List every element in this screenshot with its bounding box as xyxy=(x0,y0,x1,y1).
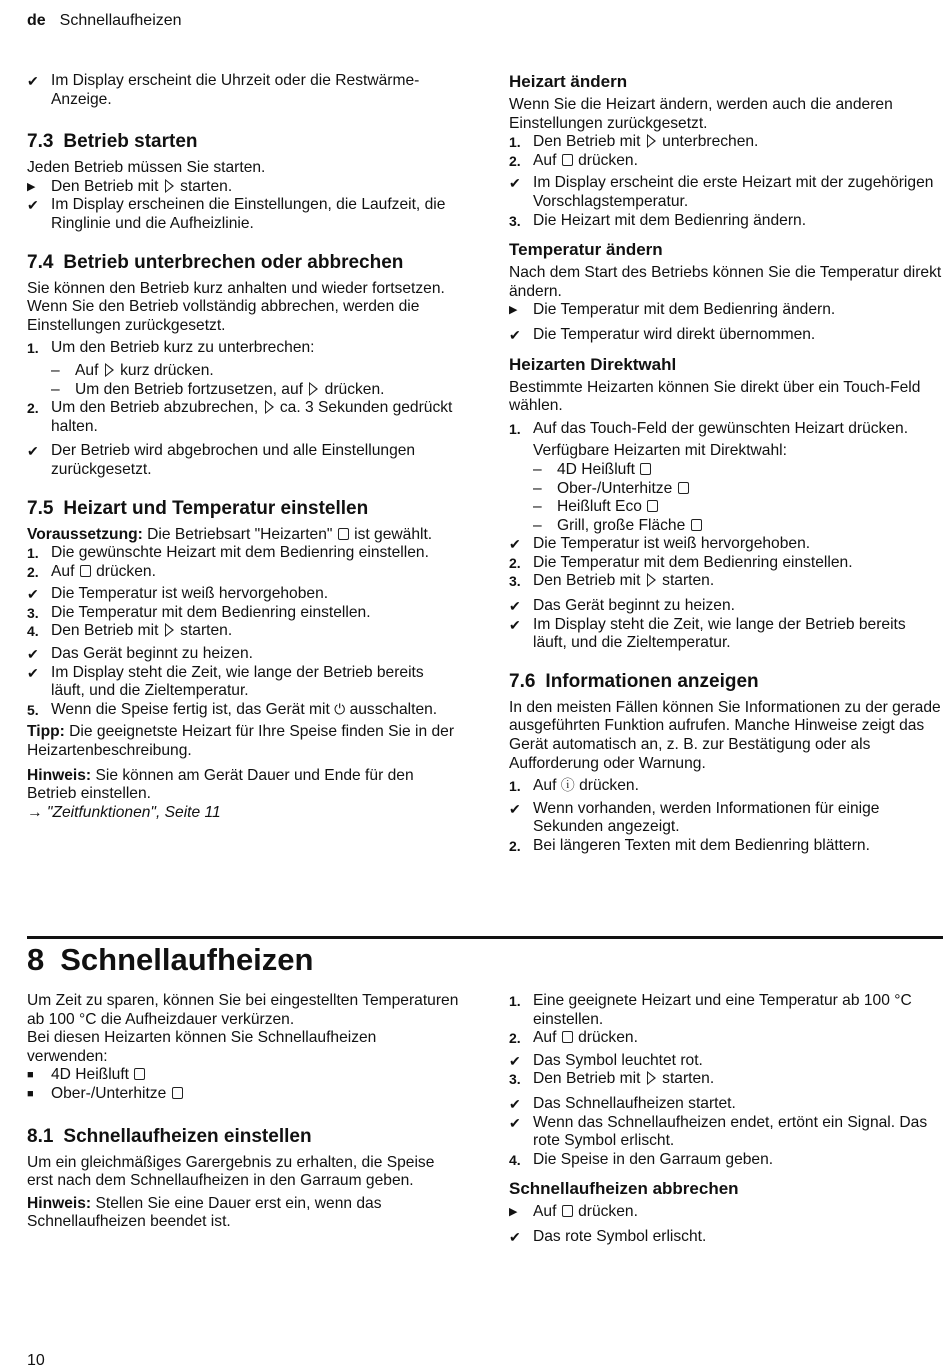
action-step: ▶ Den Betrieb mit starten. xyxy=(27,177,233,195)
info-icon: ⓘ xyxy=(560,777,575,794)
bullet-item: ■ Ober-/Unterhitze xyxy=(27,1085,461,1104)
header-title: Schnellaufheizen xyxy=(59,12,182,29)
dash-item: – Grill, große Fläche xyxy=(509,517,943,536)
result-item: ✔ Im Display steht die Zeit, wie lange der Betrieb bereits läuft, und die Zieltemperatur. xyxy=(27,663,424,700)
heizarten-icon xyxy=(338,528,349,540)
heizarten-icon xyxy=(562,154,573,166)
subsection-intro: Nach dem Start des Betriebs können Sie die Temperatur direkt ändern. xyxy=(509,264,942,300)
check-icon: ✔ xyxy=(509,326,521,343)
numbered-step: 2. Die Temperatur mit dem Bedienring einstellen. xyxy=(509,553,853,571)
result-item: ✔ Das Gerät beginnt zu heizen. xyxy=(509,597,735,615)
tip: Tipp: Die geeignetste Heizart für Ihre Speise finden Sie in der Heizartenbeschreibung. xyxy=(27,723,455,760)
check-icon: ✔ xyxy=(509,1052,521,1069)
section-heading-7-4: 7.4 Betrieb unterbrechen oder abbrechen xyxy=(27,251,404,273)
section-intro: Sie können den Betrieb kurz anhalten und wieder fortsetzen. Wenn Sie den Betrieb vollständig abbrechen, werden die Einstellungen zurückgesetzt. xyxy=(27,279,445,334)
prerequisite: Voraussetzung: Die Betriebsart "Heizarten" ist gewählt. xyxy=(27,525,433,543)
result-item: ✔ Im Display steht die Zeit, wie lange der Betrieb bereits läuft, und die Zieltemperatur. xyxy=(509,615,906,652)
numbered-step: 3. Die Temperatur mit dem Bedienring einstellen. xyxy=(27,603,371,621)
result-item: ✔ Das Schnellaufheizen startet. xyxy=(509,1094,736,1112)
check-icon: ✔ xyxy=(509,616,521,633)
start-icon xyxy=(105,363,114,377)
section-intro: Um ein gleichmäßiges Garergebnis zu erhalten, die Speise erst nach dem Schnellaufheizen in den Garraum geben. xyxy=(27,1153,435,1190)
dash-item: – Heißluft Eco xyxy=(509,498,943,517)
numbered-step: 2. Auf drücken. xyxy=(509,151,638,169)
result-item: ✔ Im Display erscheinen die Einstellungen, die Laufzeit, die Ringlinie und die Aufheizlinie. xyxy=(27,196,446,232)
subheading-heizart: Heizart ändern xyxy=(509,72,628,91)
subsection-intro: Bestimmte Heizarten können Sie direkt über ein Touch-Feld wählen. xyxy=(509,378,921,415)
dash-item: – Auf kurz drücken. xyxy=(51,361,214,379)
check-icon: ✔ xyxy=(509,175,521,192)
chapter-intro-2: Bei diesen Heizarten können Sie Schnellaufheizen verwenden: xyxy=(27,1029,377,1065)
section-heading-7-3: 7.3 Betrieb starten xyxy=(27,131,198,153)
chapter-divider xyxy=(27,936,943,939)
start-icon xyxy=(647,1071,656,1085)
numbered-step: 3. Den Betrieb mit starten. xyxy=(509,1070,715,1088)
start-icon xyxy=(165,179,174,193)
check-icon: ✔ xyxy=(509,800,521,817)
result-item: ✔ Die Temperatur ist weiß hervorgehoben. xyxy=(27,585,329,603)
check-icon: ✔ xyxy=(509,1228,521,1245)
chapter-heading: 8 Schnellaufheizen xyxy=(27,942,314,977)
numbered-step: 1. Auf ⓘ drücken. xyxy=(509,777,639,795)
dash-item: – 4D Heißluft xyxy=(509,461,943,480)
grill-icon xyxy=(691,519,702,531)
chapter8-left-column xyxy=(27,992,461,1232)
result-item: ✔ Wenn vorhanden, werden Informationen für einige Sekunden angezeigt. xyxy=(509,799,880,836)
page-number: 10 xyxy=(27,1352,45,1369)
available-modes-label: Verfügbare Heizarten mit Direktwahl: xyxy=(533,442,787,460)
arrow-icon: ▶ xyxy=(509,304,518,317)
check-icon: ✔ xyxy=(27,73,39,89)
left-column xyxy=(27,72,461,822)
check-icon: ✔ xyxy=(509,598,521,615)
right-column xyxy=(509,72,943,856)
check-icon: ✔ xyxy=(27,443,39,460)
action-step: ▶ Auf drücken. xyxy=(509,1203,638,1221)
numbered-step: 2. Bei längeren Texten mit dem Bedienring blättern. xyxy=(509,837,870,854)
numbered-step: 4. Die Speise in den Garraum geben. xyxy=(509,1150,774,1168)
numbered-step: 1. Den Betrieb mit unterbrechen. xyxy=(509,133,759,151)
dash-item: – Um den Betrieb fortzusetzen, auf drücken. xyxy=(51,380,385,398)
chapter8-right-column xyxy=(509,992,943,1247)
temperature-icon xyxy=(80,565,91,577)
result-item: ✔ Im Display erscheint die erste Heizart mit der zugehörigen Vorschlagstemperatur. xyxy=(509,174,934,210)
note: Hinweis: Stellen Sie eine Dauer erst ein, wenn das Schnellaufheizen beendet ist. xyxy=(27,1194,382,1231)
cross-reference[interactable]: → "Zeitfunktionen", Seite 11 xyxy=(27,803,221,821)
subsection-intro: Wenn Sie die Heizart ändern, werden auch die anderen Einstellungen zurückgesetzt. xyxy=(509,96,893,132)
note: Hinweis: Sie können am Gerät Dauer und Ende für den Betrieb einstellen. xyxy=(27,766,414,803)
start-icon xyxy=(165,623,174,637)
result-item: ✔ Das rote Symbol erlischt. xyxy=(509,1227,707,1245)
result-item: ✔ Die Temperatur ist weiß hervorgehoben. xyxy=(509,535,811,553)
top-bottom-heat-icon xyxy=(172,1087,183,1099)
numbered-step: 1. Eine geeignete Heizart und eine Temperatur ab 100 °C einstellen. xyxy=(509,992,912,1028)
start-icon xyxy=(265,400,274,414)
language-code: de xyxy=(27,12,46,29)
numbered-step: 2. Auf drücken. xyxy=(27,562,156,580)
result-item: ✔ Das Gerät beginnt zu heizen. xyxy=(27,645,253,663)
numbered-step: 4. Den Betrieb mit starten. xyxy=(27,622,233,640)
result-item: ✔ Im Display erscheint die Uhrzeit oder die Restwärme-Anzeige. xyxy=(27,72,420,108)
numbered-step: 1. Die gewünschte Heizart mit dem Bedienring einstellen. xyxy=(27,544,429,562)
start-icon xyxy=(647,573,656,587)
start-icon xyxy=(309,382,318,396)
start-icon xyxy=(647,134,656,148)
top-bottom-heat-icon xyxy=(678,482,689,494)
numbered-step: 1. Auf das Touch-Feld der gewünschten Heizart drücken. xyxy=(509,419,909,437)
check-icon: ✔ xyxy=(27,197,39,214)
fast-preheat-icon xyxy=(562,1031,573,1043)
chapter-intro: Um Zeit zu sparen, können Sie bei eingestellten Temperaturen ab 100 °C die Aufheizdauer verkürzen. xyxy=(27,992,459,1028)
4d-hot-air-icon xyxy=(640,463,651,475)
subheading-abbrechen: Schnellaufheizen abbrechen xyxy=(509,1179,739,1199)
action-step: ▶ Die Temperatur mit dem Bedienring ändern. xyxy=(509,301,836,319)
4d-hot-air-icon xyxy=(134,1068,145,1080)
result-item: ✔ Wenn das Schnellaufheizen endet, ertönt ein Signal. Das rote Symbol erlischt. xyxy=(509,1113,928,1150)
subheading-temperatur: Temperatur ändern xyxy=(509,240,663,260)
dash-item: – Ober-/Unterhitze xyxy=(509,480,943,499)
hot-air-eco-icon xyxy=(647,500,658,512)
running-header xyxy=(27,12,182,30)
numbered-step: 2. Um den Betrieb abzubrechen, ca. 3 Sekunden gedrückt halten. xyxy=(27,399,453,435)
result-item: ✔ Der Betrieb wird abgebrochen und alle Einstellungen zurückgesetzt. xyxy=(27,442,416,478)
check-icon: ✔ xyxy=(509,1095,521,1112)
power-icon: ⏻ xyxy=(334,700,346,717)
section-intro: In den meisten Fällen können Sie Informationen zu der gerade ausgeführten Funktion aufrufen. Manche Hinweise zeigt das Gerät automatisch an, z. B. zur Bestätigung oder als Aufforderung oder Warnung. xyxy=(509,698,941,772)
numbered-step: 3. Die Heizart mit dem Bedienring ändern. xyxy=(509,211,807,229)
fast-preheat-icon xyxy=(562,1205,573,1217)
arrow-icon: ▶ xyxy=(509,1206,518,1219)
numbered-step: 1. Um den Betrieb kurz zu unterbrechen: xyxy=(27,339,315,357)
section-heading-7-6: 7.6 Informationen anzeigen xyxy=(509,670,759,692)
numbered-step: 5. Wenn die Speise fertig ist, das Gerät mit ⏻ ausschalten. xyxy=(27,700,438,718)
section-intro: Jeden Betrieb müssen Sie starten. xyxy=(27,159,266,177)
result-item: ✔ Die Temperatur wird direkt übernommen. xyxy=(509,325,816,343)
arrow-icon: ▶ xyxy=(27,180,36,193)
check-icon: ✔ xyxy=(27,664,39,681)
numbered-step: 2. Auf drücken. xyxy=(509,1029,638,1047)
result-item: ✔ Das Symbol leuchtet rot. xyxy=(509,1051,703,1069)
check-icon: ✔ xyxy=(509,536,521,553)
check-icon: ✔ xyxy=(509,1114,521,1131)
numbered-step: 3. Den Betrieb mit starten. xyxy=(509,572,715,590)
bullet-item: ■ 4D Heißluft xyxy=(27,1066,461,1085)
section-heading-8-1: 8.1 Schnellaufheizen einstellen xyxy=(27,1125,312,1147)
check-icon: ✔ xyxy=(27,586,39,603)
subheading-direktwahl: Heizarten Direktwahl xyxy=(509,354,677,374)
check-icon: ✔ xyxy=(27,646,39,663)
section-heading-7-5: 7.5 Heizart und Temperatur einstellen xyxy=(27,497,369,519)
